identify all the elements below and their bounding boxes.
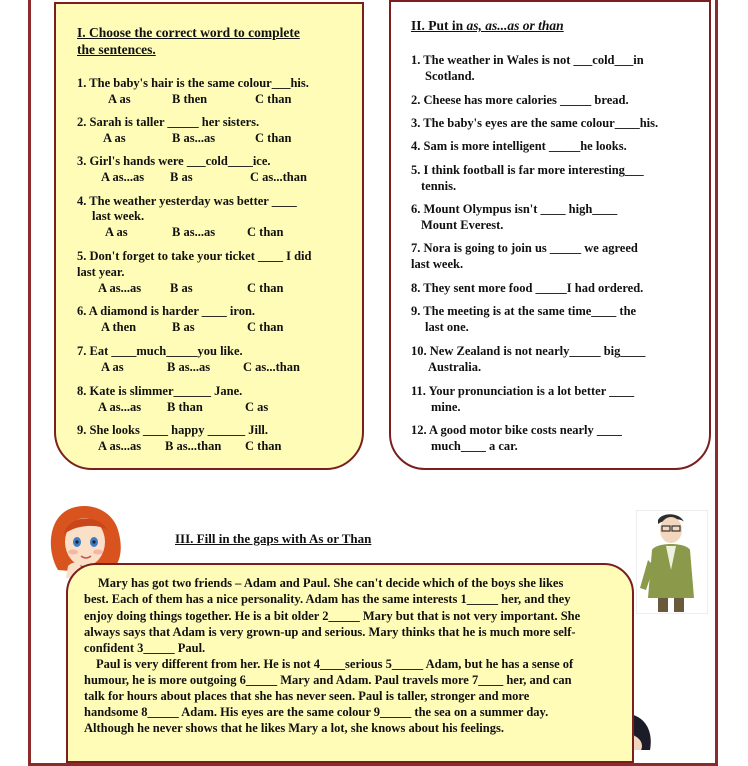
s3-p2-line-4: handsome 8_____ Adam. His eyes are the same colour 9_____ the sea on a summer day. [84, 705, 549, 719]
s1-q9-line-1: 9. She looks ____ happy ______ Jill. [77, 423, 269, 437]
s1-q6-line-1: 6. A diamond is harder ____ iron. [77, 304, 256, 318]
s1-q1-option-c: C than [255, 92, 292, 106]
s1-q8-option-a: A as...as [98, 400, 142, 414]
s1-q2-option-a: A as [103, 131, 126, 145]
section-2-title: II. Put in as, as...as or than [411, 18, 564, 33]
s1-q2-option-b: B as...as [172, 131, 216, 145]
s3-p2-line-3: talk for hours about places that she has never seen. Paul is taller, stronger and more [84, 689, 530, 703]
s1-q5-line-1: 5. Don't forget to take your ticket ____ I did [77, 249, 312, 263]
s2-q6-line-2: Mount Everest. [421, 218, 504, 232]
s2-q5-line-2: tennis. [421, 179, 457, 193]
boy-with-glasses-illustration [636, 510, 708, 614]
s2-q7-line-2: last week. [411, 257, 464, 271]
s1-q2-option-c: C than [255, 131, 292, 145]
s1-q7-line-1: 7. Eat ____much_____you like. [77, 344, 243, 358]
s3-p1-line-3: enjoy doing things together. He is a bit older 2_____ Mary but that is not very important. She [84, 609, 581, 623]
s1-q1-line-1: 1. The baby's hair is the same colour___his. [77, 76, 309, 90]
s2-q12-line-1: 12. A good motor bike costs nearly ____ [411, 423, 622, 437]
s1-q9-option-b: B as...than [165, 439, 222, 453]
s1-q6-option-c: C than [247, 320, 284, 334]
section-1-title-line-2: the sentences. [77, 42, 156, 57]
s2-q5-line-1: 5. I think football is far more interesting___ [411, 163, 644, 177]
s1-q9-option-a: A as...as [98, 439, 142, 453]
s2-q6-line-1: 6. Mount Olympus isn't ____ high____ [411, 202, 618, 216]
s1-q5-option-b: B as [170, 281, 193, 295]
s2-q8-line-1: 8. They sent more food _____I had ordered. [411, 281, 644, 295]
s1-q7-option-a: A as [101, 360, 124, 374]
s2-q9-line-1: 9. The meeting is at the same time____ the [411, 304, 637, 318]
s2-q11-line-1: 11. Your pronunciation is a lot better ____ [411, 384, 635, 398]
s3-p1-line-2: best. Each of them has a nice personality. Adam has the same interests 1_____ her, and they [84, 592, 571, 606]
s2-q1-line-2: Scotland. [425, 69, 475, 83]
s1-q5-line-2: last year. [77, 265, 125, 279]
s2-q12-line-2: much____ a car. [431, 439, 518, 453]
s1-q5-option-a: A as...as [98, 281, 142, 295]
s1-q3-option-c: C as...than [250, 170, 307, 184]
s1-q7-option-b: B as...as [167, 360, 211, 374]
s3-p1-line-4: always says that Adam is very grown-up and serious. Mary thinks that he is much more self- [84, 625, 576, 639]
s1-q5-option-c: C than [247, 281, 284, 295]
s1-q1-option-b: B then [172, 92, 208, 106]
section-3-title: III. Fill in the gaps with As or Than [175, 531, 372, 546]
s3-p1-line-1: Mary has got two friends – Adam and Paul. She can't decide which of the boys she likes [98, 576, 564, 590]
s1-q6-option-a: A then [101, 320, 137, 334]
s1-q7-option-c: C as...than [243, 360, 300, 374]
s1-q3-option-a: A as...as [101, 170, 145, 184]
s1-q8-option-b: B than [167, 400, 203, 414]
s2-q4-line-1: 4. Sam is more intelligent _____he looks. [411, 139, 627, 153]
s2-q7-line-1: 7. Nora is going to join us _____ we agreed [411, 241, 638, 255]
s1-q2-line-1: 2. Sarah is taller _____ her sisters. [77, 115, 260, 129]
s2-q1-line-1: 1. The weather in Wales is not ___cold___in [411, 53, 644, 67]
s2-q10-line-2: Australia. [428, 360, 482, 374]
s3-p1-line-5: confident 3_____ Paul. [84, 641, 206, 655]
s1-q1-option-a: A as [108, 92, 131, 106]
s1-q3-option-b: B as [170, 170, 193, 184]
s1-q4-option-b: B as...as [172, 225, 216, 239]
s3-p2-line-5: Although he never shows that he likes Mary a lot, she knows about his feelings. [84, 721, 504, 735]
s1-q9-option-c: C than [245, 439, 282, 453]
s1-q4-option-c: C than [247, 225, 284, 239]
s1-q8-line-1: 8. Kate is slimmer______ Jane. [77, 384, 243, 398]
s1-q4-line-2: last week. [92, 209, 145, 223]
s1-q4-line-1: 4. The weather yesterday was better ____ [77, 194, 297, 208]
s1-q4-option-a: A as [105, 225, 128, 239]
s2-q3-line-1: 3. The baby's eyes are the same colour____his. [411, 116, 659, 130]
s2-q10-line-1: 10. New Zealand is not nearly_____ big____ [411, 344, 646, 358]
s3-p2-line-2: humour, he is more outgoing 6_____ Mary and Adam. Paul travels more 7____ her, and can [84, 673, 572, 687]
s1-q3-line-1: 3. Girl's hands were ___cold____ice. [77, 154, 271, 168]
s2-q9-line-2: last one. [425, 320, 469, 334]
s3-p2-line-1: Paul is very different from her. He is not 4____serious 5_____ Adam, but he has a sense of [96, 657, 574, 671]
s1-q8-option-c: C as [245, 400, 269, 414]
s2-q2-line-1: 2. Cheese has more calories _____ bread. [411, 93, 629, 107]
s1-q6-option-b: B as [172, 320, 195, 334]
s2-q11-line-2: mine. [431, 400, 461, 414]
section-1-title-line-1: I. Choose the correct word to complete [77, 25, 300, 40]
